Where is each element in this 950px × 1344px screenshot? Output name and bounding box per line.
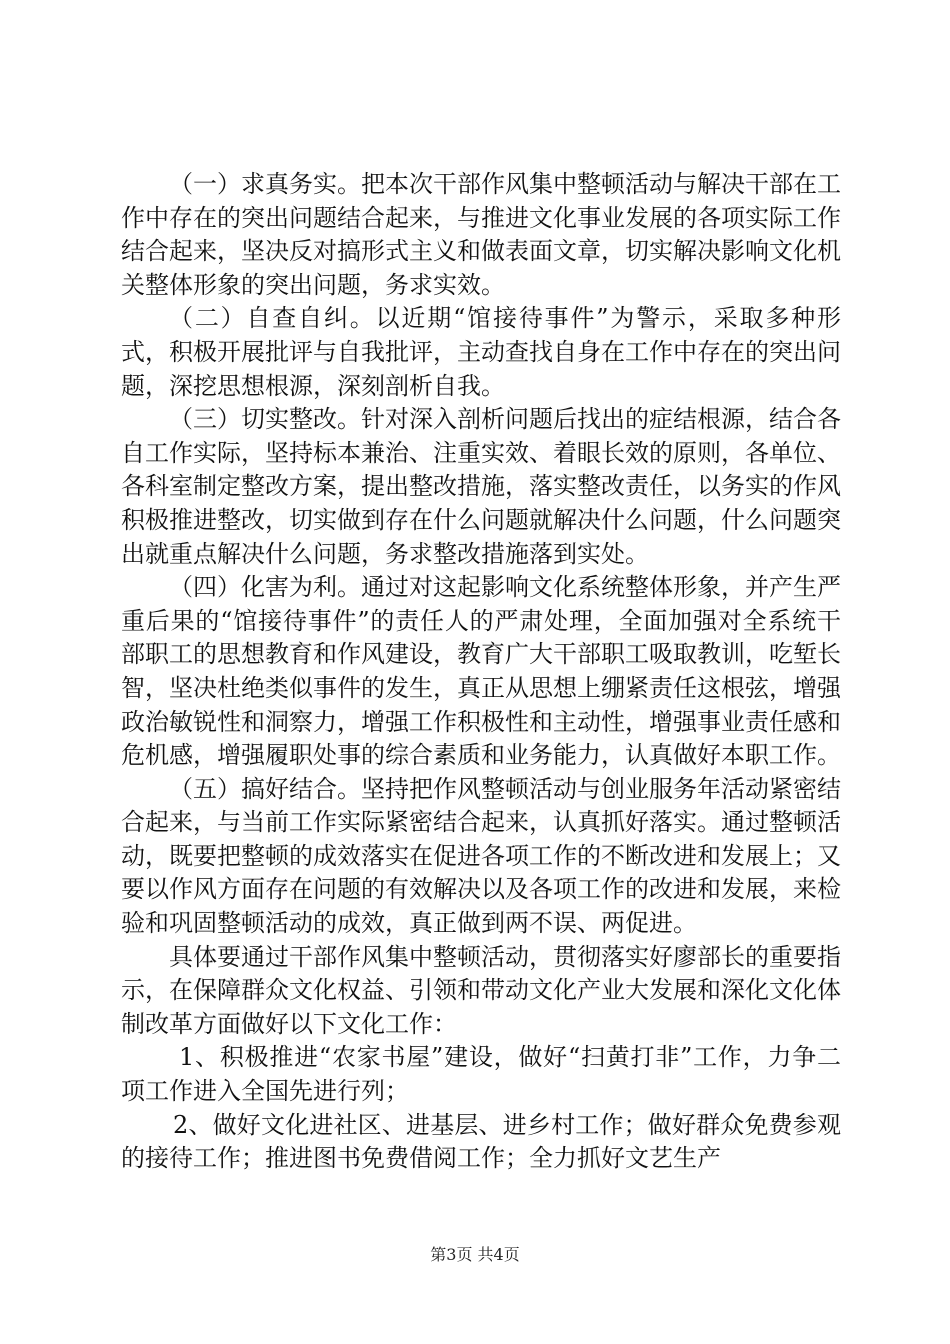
paragraph-6: 具体要通过干部作风集中整顿活动，贯彻落实好廖部长的重要指示，在保障群众文化权益、引领和带动文化产业大发展和深化文化体制改革方面做好以下文化工作： <box>121 942 841 1038</box>
paragraph-3: （三）切实整改。针对深入剖析问题后找出的症结根源，结合各自工作实际，坚持标本兼治、注重实效、着眼长效的原则，各单位、各科室制定整改方案，提出整改措施，落实整改责任，以务实的作风积极推进整改，切实做到存在什么问题就解决什么问题，什么问题突出就重点解决什么问题，务求整改措施落到实处。 <box>121 405 841 568</box>
document-body <box>121 168 841 1176</box>
page-footer: 第3页 共4页 <box>430 1245 520 1264</box>
paragraph-5: （五）搞好结合。坚持把作风整顿活动与创业服务年活动紧密结合起来，与当前工作实际紧密结合起来，认真抓好落实。通过整顿活动，既要把整顿的成效落实在促进各项工作的不断改进和发展上；又要以作风方面存在问题的有效解决以及各项工作的改进和发展，来检验和巩固整顿活动的成效，真正做到两不误、两促进。 <box>121 774 841 938</box>
paragraph-1: （一）求真务实。把本次干部作风集中整顿活动与解决干部在工作中存在的突出问题结合起来，与推进文化事业发展的各项实际工作结合起来，坚决反对搞形式主义和做表面文章，切实解决影响文化机关整体形象的突出问题，务求实效。 <box>121 170 841 299</box>
list-item-1: 1、积极推进“农家书屋”建设，做好“扫黄打非”工作，力争二项工作进入全国先进行列； <box>121 1043 841 1106</box>
paragraph-2: （二）自查自纠。以近期“馆接待事件”为警示，采取多种形式，积极开展批评与自我批评，主动查找自身在工作中存在的突出问题，深挖思想根源，深刻剖析自我。 <box>121 304 841 400</box>
list-item-2: 2、做好文化进社区、进基层、进乡村工作；做好群众免费参观的接待工作；推进图书免费借阅工作；全力抓好文艺生产 <box>121 1110 841 1173</box>
paragraph-4: （四）化害为利。通过对这起影响文化系统整体形象，并产生严重后果的“馆接待事件”的责任人的严肃处理，全面加强对全系统干部职工的思想教育和作风建设，教育广大干部职工吸取教训，吃堑长智，坚决杜绝类似事件的发生，真正从思想上绷紧责任这根弦，增强政治敏锐性和洞察力，增强工作积极性和主动性，增强事业责任感和危机感，增强履职处事的综合素质和业务能力，认真做好本职工作。 <box>121 573 841 770</box>
